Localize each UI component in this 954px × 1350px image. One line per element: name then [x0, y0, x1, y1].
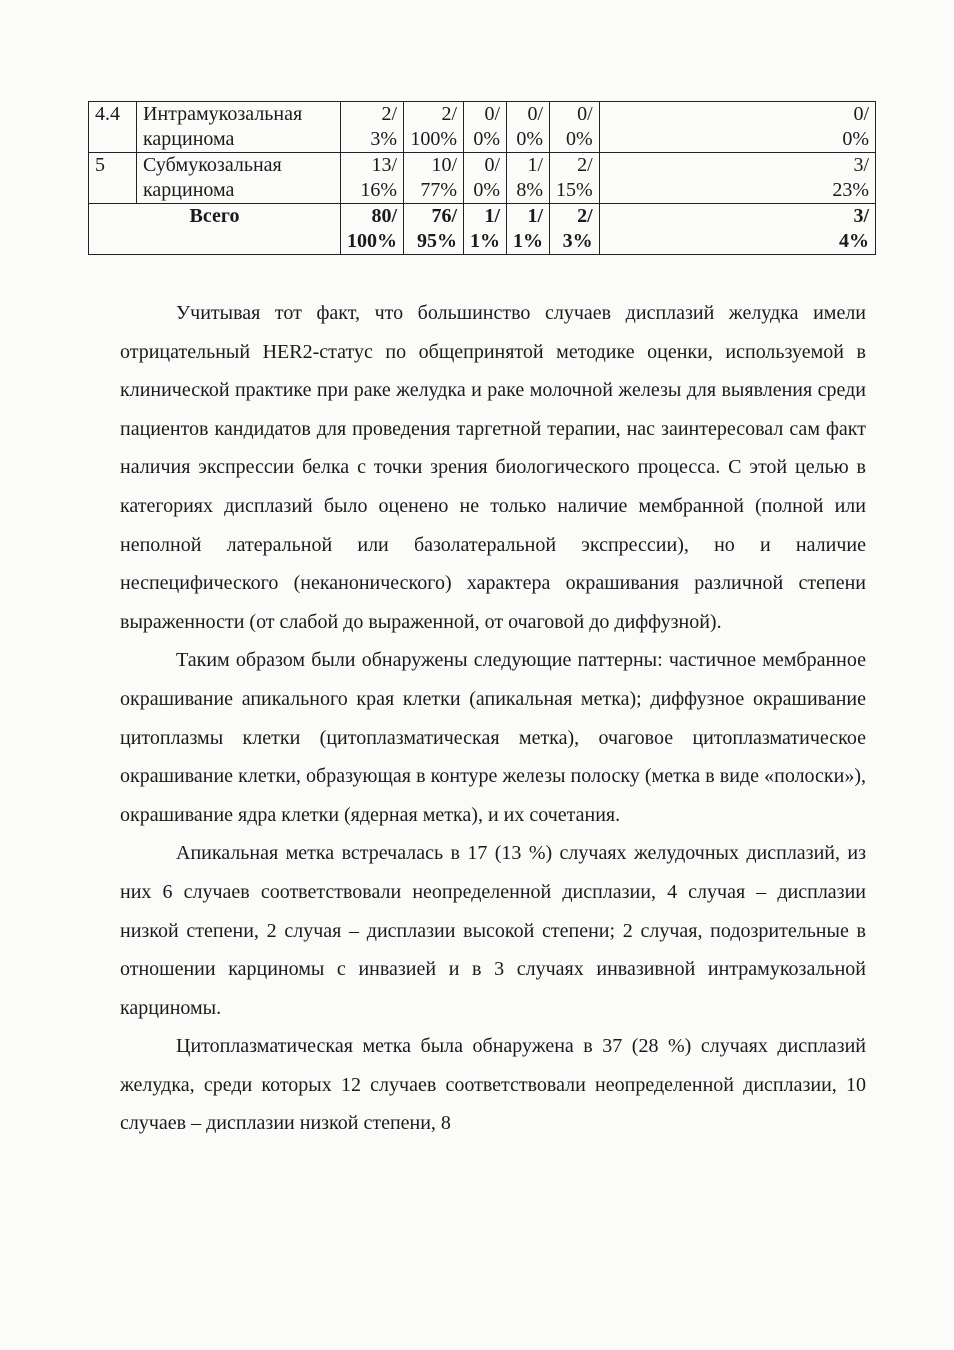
table-cell: 1/ 8%: [507, 153, 550, 204]
table-cell: 3/ 23%: [599, 153, 875, 204]
table-row: [89, 102, 876, 153]
table-cell: 80/ 100%: [341, 204, 404, 255]
table-cell: 0/ 0%: [507, 102, 550, 153]
table-total-row: [89, 204, 876, 255]
body-text: [120, 294, 866, 1143]
paragraph: Цитоплазматическая метка была обнаружена в 37 (28 %) случаях дисплазий желудка, среди которых 12 случаев соответствовали неопределенной дисплазии, 10 случаев – дисплазии низкой степени, 8: [120, 1035, 866, 1135]
table-cell: 2/ 3%: [550, 204, 600, 255]
paragraph: Таким образом были обнаружены следующие паттерны: частичное мембранное окрашивание апикального края клетки (апикальная метка); диффузное окрашивание цитоплазмы клетки (цитоплазматическая метка), очаговое цитоплазматическое окрашивание клетки, образующая в контуре железы полоску (метка в виде «полоски»), окрашивание ядра клетки (ядерная метка), и их сочетания.: [120, 649, 866, 826]
paragraph: Апикальная метка встречалась в 17 (13 %) случаях желудочных дисплазий, из них 6 случаев соответствовали неопределенной дисплазии, 4 случая – дисплазии низкой степени, 2 случая – дисплазии высокой степени; 2 случая, подозрительные в отношении карциномы с инвазией и в 3 случаях инвазивной интрамукозальной карциномы.: [120, 842, 866, 1019]
table-cell: 3/ 4%: [599, 204, 875, 255]
table-cell: 1/ 1%: [507, 204, 550, 255]
table-cell: 2/ 3%: [341, 102, 404, 153]
row-number: 5: [89, 153, 137, 204]
row-number: 4.4: [89, 102, 137, 153]
results-table: [88, 101, 876, 255]
row-name: Субмукозальная карцинома: [137, 153, 341, 204]
table-row: [89, 153, 876, 204]
row-name: Интрамукозальная карцинома: [137, 102, 341, 153]
table-cell: 2/ 100%: [404, 102, 464, 153]
table-cell: 1/ 1%: [464, 204, 507, 255]
table-cell: 0/ 0%: [599, 102, 875, 153]
table-cell: 2/ 15%: [550, 153, 600, 204]
table-cell: 0/ 0%: [550, 102, 600, 153]
paragraph: Учитывая тот факт, что большинство случаев дисплазий желудка имели отрицательный HER2-статус по общепринятой методике оценки, используемой в клинической практике при раке желудка и раке молочной железы для выявления среди пациентов кандидатов для проведения таргетной терапии, нас заинтересовал сам факт наличия экспрессии белка с точки зрения биологического процесса. С этой целью в категориях дисплазий было оценено не только наличие мембранной (полной или неполной латеральной или базолатеральной экспрессии), но и наличие неспецифического (неканонического) характера окрашивания различной степени выраженности (от слабой до выраженной, от очаговой до диффузной).: [120, 302, 866, 633]
table-cell: 0/ 0%: [464, 153, 507, 204]
table-cell: 0/ 0%: [464, 102, 507, 153]
table-cell: 13/ 16%: [341, 153, 404, 204]
table-cell: 10/ 77%: [404, 153, 464, 204]
table-cell: 76/ 95%: [404, 204, 464, 255]
total-label: Всего: [89, 204, 341, 255]
